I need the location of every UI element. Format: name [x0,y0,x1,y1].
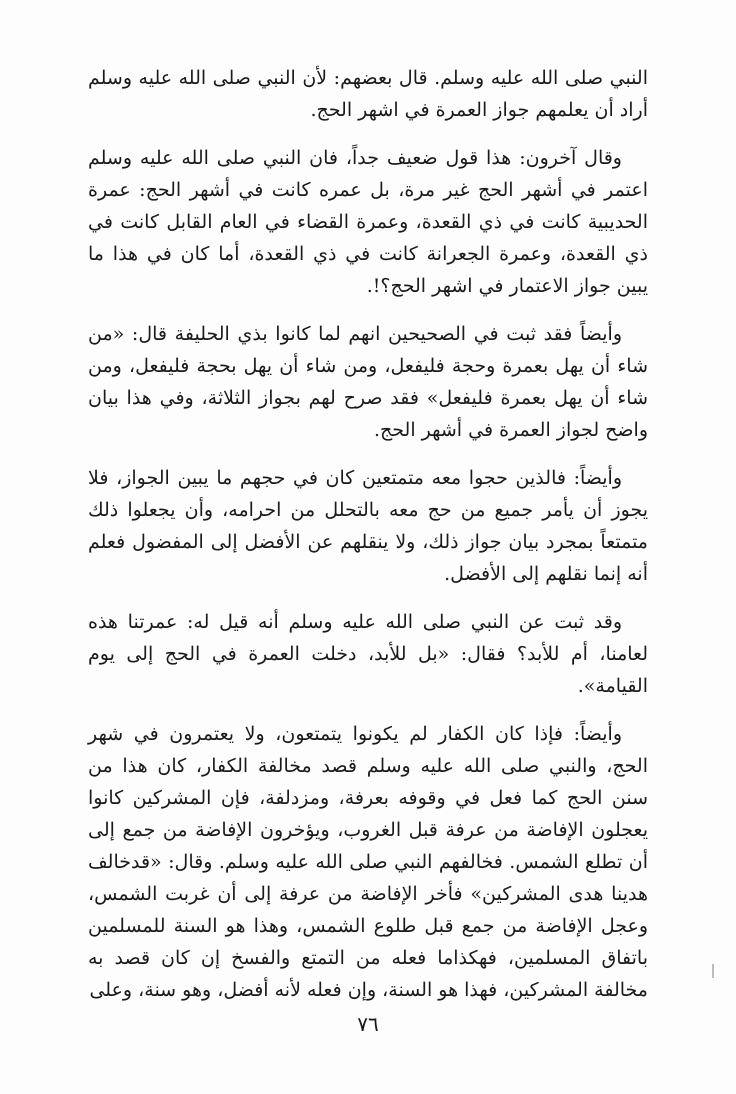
page-number: ٧٦ [357,1012,379,1036]
paragraph-5: وقد ثبت عن النبي صلى الله عليه وسلم أنه قيل له: عمرتنا هذه لعامنا، أم للأبد؟ فقال: «بل للأبد، دخلت العمرة في الحج إلى يوم القيامة». [88,611,648,697]
paragraph-4: وأيضاً: فالذين حجوا معه متمتعين كان في حجهم ما يبين الجواز، فلا يجوز أن يأمر جميع من حج معه بالتحلل من احرامه، وأن يجعلوا ذلك متمتعاً بمجرد بيان جواز ذلك، ولا ينقلهم عن الأفضل إلى المفضول فعلم أنه إنما نقلهم إلى الأفضل. [88,467,648,585]
paragraph-2: وقال آخرون: هذا قول ضعيف جداً، فان النبي صلى الله عليه وسلم اعتمر في أشهر الحج غير مرة، بل عمره كانت في أشهر الحج: عمرة الحديبية كانت في ذي القعدة، وعمرة القضاء في العام القابل كانت في ذي القعدة، وعمرة الجعرانة كانت في ذي القعدة، أما كان في هذا ما يبين جواز الاعتمار في اشهر الحج؟!. [88,147,648,297]
scan-margin-mark [712,964,714,978]
paragraph-6: وأيضاً: فإذا كان الكفار لم يكونوا يتمتعون، ولا يعتمرون في شهر الحج، والنبي صلى الله عليه وسلم قصد مخالفة الكفار، كان هذا من سنن الحج كما فعل في وقوفه بعرفة، ومزدلفة، فإن المشركين كانوا يعجلون الإفاضة من عرفة قبل الغروب، ويؤخرون الإفاضة من جمع إلى أن تطلع الشمس. فخالفهم النبي صلى الله عليه وسلم. وقال: «قدخالف هدينا هدى المشركين» فأخر الإفاضة من عرفة إلى أن غربت الشمس، وعجل الإفاضة من جمع قبل طلوع الشمس، وهذا هو السنة للمسلمين باتفاق المسلمين، فهكذاما فعله من التمتع والفسخ إن كان قصد به مخالفة المشركين، فهذا هو السنة، وإن فعله لأنه أفضل، وهو سنة، وعلى [88,723,648,1001]
paragraph-1: النبي صلى الله عليه وسلم. قال بعضهم: لأن النبي صلى الله عليه وسلم أراد أن يعلمهم جواز العمرة في اشهر الحج. [88,67,648,121]
paragraph-3: وأيضاً فقد ثبت في الصحيحين انهم لما كانوا بذي الحليفة قال: «من شاء أن يهل بعمرة وحجة فليفعل، ومن شاء أن يهل بحجة فليفعل، ومن شاء أن يهل بعمرة فليفعل» فقد صرح لهم بجواز الثلاثة، وفي هذا بيان واضح لجواز العمرة في أشهر الحج. [88,323,648,441]
page-body-text [88,62,648,1022]
